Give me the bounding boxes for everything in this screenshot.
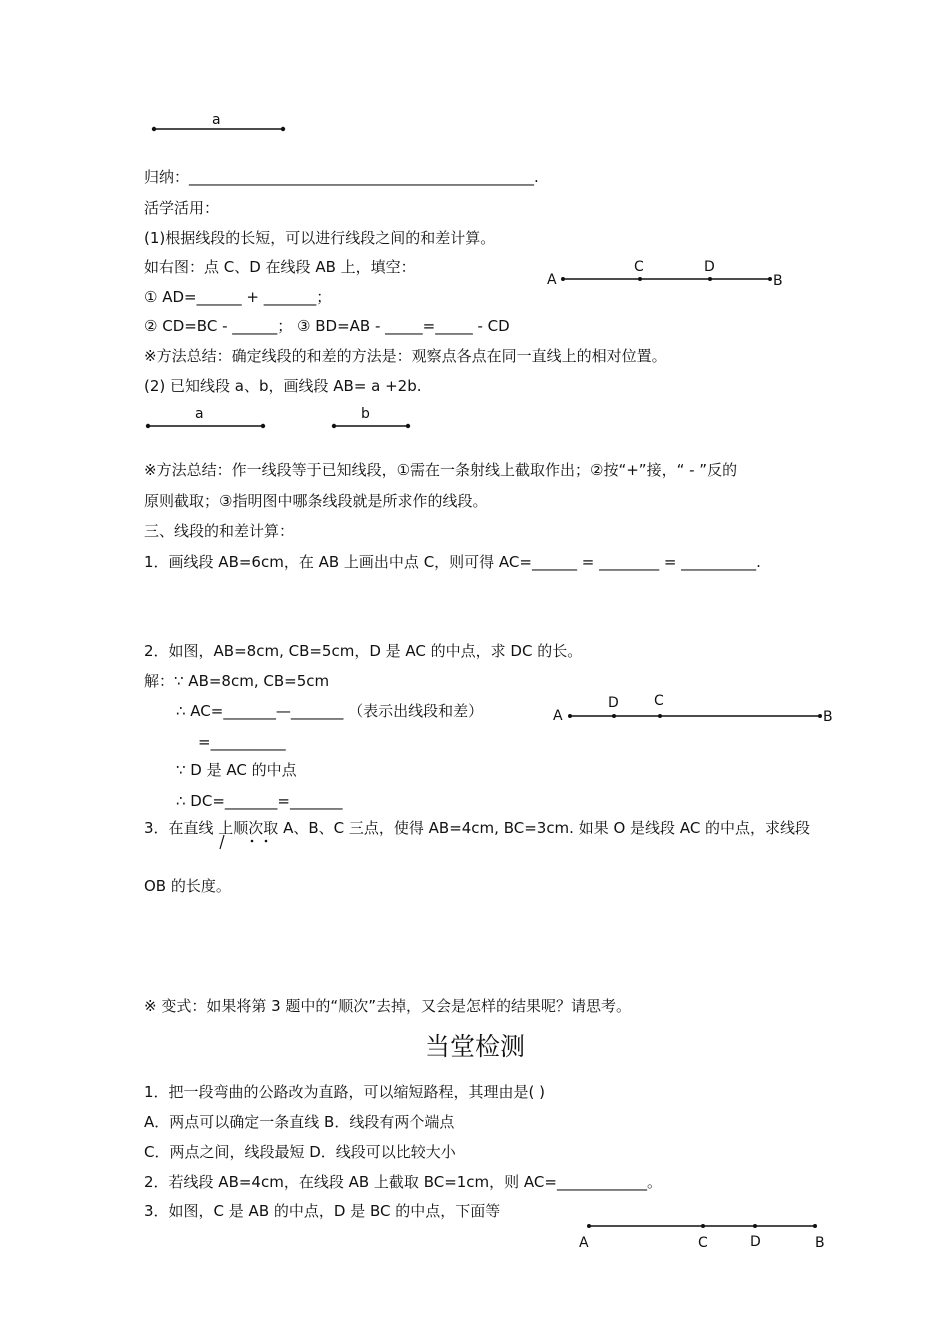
segment-a-figure [148,110,293,138]
solution-line: ∵ D 是 AC 的中点 [176,761,297,779]
quiz-question-1: 1．把一段弯曲的公路改为直路，可以缩短路程，其理由是( ) [144,1083,546,1101]
solution-line: 解：∵ AB=8cm, CB=5cm [144,672,330,690]
solution-line: =__________ [198,733,286,751]
text-line: (1)根据线段的长短，可以进行线段之间的和差计算。 [144,229,496,247]
text-line: (2) 已知线段 a、b，画线段 AB= a +2b. [144,377,422,395]
point-d-label: D [608,695,619,711]
quiz-options-ab: A．两点可以确定一条直线 B．线段有两个端点 [144,1113,455,1131]
summary-line: 归纳：______________________________________________. [144,168,539,186]
point-d-label: D [704,259,715,275]
fill-blank-line: ① AD=______ + _______； [144,288,332,306]
question-1: 1．画线段 AB=6cm，在 AB 上画出中点 C，则可得 AC=______ = ________ = __________. [144,553,761,571]
method-summary: ※方法总结：作一线段等于已知线段，①需在一条射线上截取作出；②按“+”接，“ - ”反的 [144,461,738,479]
point-c-label: C [654,693,664,709]
section-heading-apply: 活学活用： [144,199,220,217]
quiz-options-cd: C．两点之间，线段最短 D．线段可以比较大小 [144,1143,456,1161]
quiz-question-2: 2．若线段 AB=4cm，在线段 AB 上截取 BC=1cm，则 AC=____________。 [144,1173,662,1191]
section-title: 当堂检测 [424,1032,525,1061]
point-b-label: B [815,1235,825,1251]
question-3: 3．在直线 上顺次取 A、B、C 三点，使得 AB=4cm, BC=3cm. 如果 O 是线段 AC 的中点，求线段 [144,819,811,837]
segment-acdb-bottom-figure [572,1216,837,1252]
segment-b-label: b [361,406,370,422]
segment-a-label: a [195,406,204,422]
point-b-label: B [773,273,783,289]
point-d-label: D [750,1234,761,1250]
segment-acdb-figure [545,255,790,291]
method-summary-cont: 原则截取；③指明图中哪条线段就是所求作的线段。 [144,492,488,510]
point-c-label: C [698,1235,708,1251]
point-a-label: A [547,272,557,288]
method-summary: ※方法总结：确定线段的和差的方法是：观察点各点在同一直线上的相对位置。 [144,347,667,365]
point-c-label: C [634,259,644,275]
fill-blank-line: ② CD=BC - ______； ③ BD=AB - _____=_____ - CD [144,317,510,335]
quiz-question-3: 3．如图，C 是 AB 的中点，D 是 BC 的中点，下面等 [144,1202,501,1220]
point-b-label: B [823,709,833,725]
section-heading: 三、线段的和差计算： [144,522,295,540]
segment-b-figure [329,402,419,432]
solution-line: ∴ DC=_______=_______ [176,792,343,810]
point-a-label: A [579,1235,589,1251]
question-2: 2．如图，AB=8cm, CB=5cm，D 是 AC 的中点，求 DC 的长。 [144,642,583,660]
segment-adcb-figure [550,690,840,726]
text-line: 如右图：点 C、D 在线段 AB 上，填空： [144,258,416,276]
variation-note: ※ 变式：如果将第 3 题中的“顺次”去掉，又会是怎样的结果呢？请思考。 [144,997,631,1015]
solution-line: ∴ AC=_______—_______ （表示出线段和差） [176,702,484,720]
segment-a-label: a [212,112,221,128]
segment-a2-figure [143,402,273,432]
line-mark-figure [216,833,276,851]
point-a-label: A [553,708,563,724]
question-3-cont: OB 的长度。 [144,877,231,895]
